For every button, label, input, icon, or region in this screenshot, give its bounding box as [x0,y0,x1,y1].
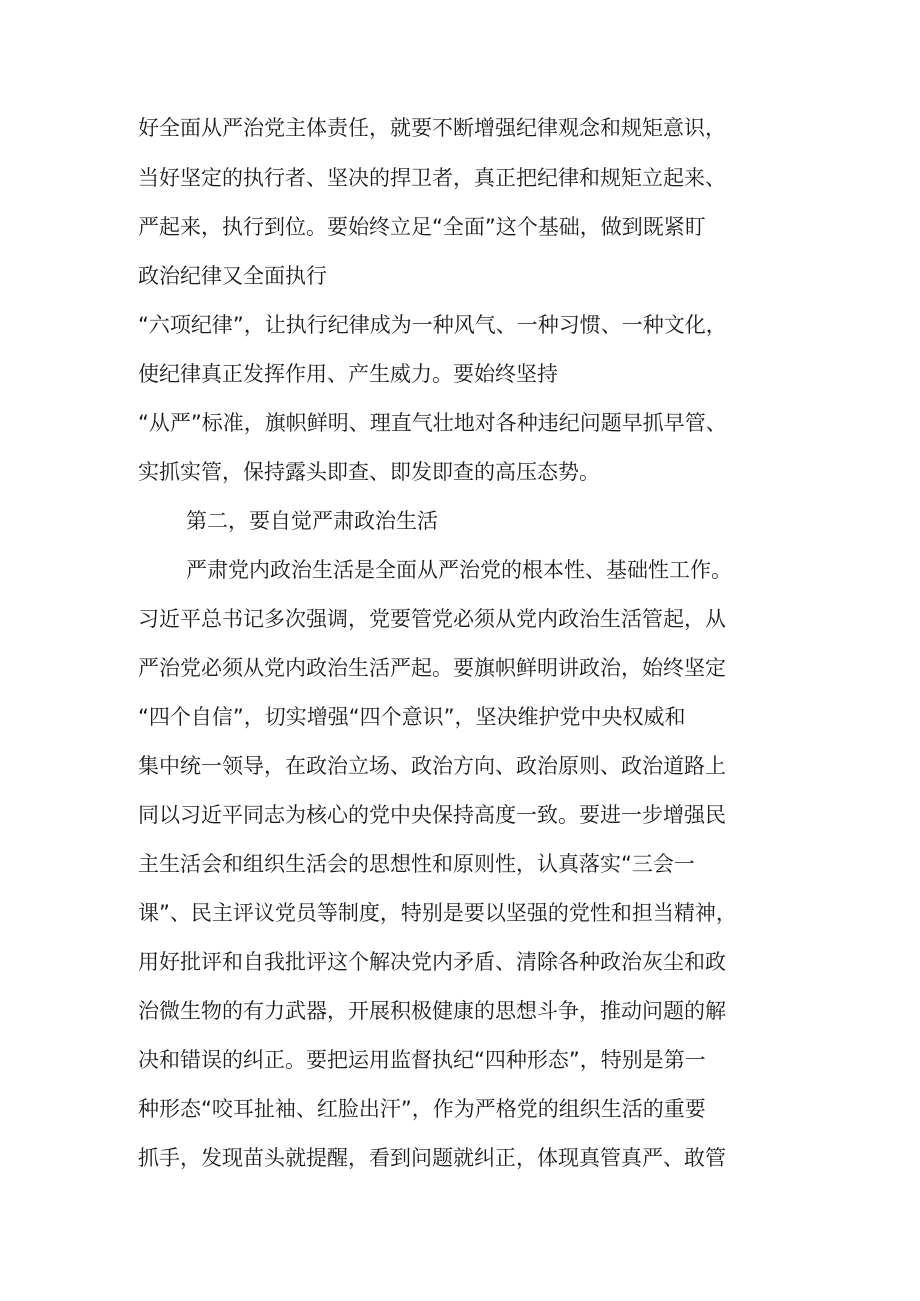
text-line: “六项纪律”，让执行纪律成为一种风气、一种习惯、一种文化， [138,313,727,337]
text-line: 决和错误的纠正。要把运用监督执纪“四种形态”，特别是第一 [138,1048,706,1072]
text-line: 治微生物的有力武器，开展积极健康的思想斗争，推动问题的解 [138,999,726,1023]
section-heading: 第二，要自觉严肃政治生活 [186,509,438,533]
text-line: 主生活会和组织生活会的思想性和原则性，认真落实“三会一 [138,852,695,876]
text-line: 当好坚定的执行者、坚决的捍卫者，真正把纪律和规矩立起来、 [138,166,726,190]
text-line: 实抓实管，保持露头即查、即发即查的高压态势。 [138,460,600,484]
text-line: 同以习近平同志为核心的党中央保持高度一致。要进一步增强民 [138,803,726,827]
text-line: 集中统一领导，在政治立场、政治方向、政治原则、政治道路上 [138,754,726,778]
text-line: 好全面从严治党主体责任，就要不断增强纪律观念和规矩意识， [138,116,726,140]
paragraph-first-line: 严肃党内政治生活是全面从严治党的根本性、基础性工作。 [186,558,732,582]
text-line: “从严”标准，旗帜鲜明、理直气壮地对各种违纪问题早抓早管、 [138,411,727,435]
text-line: “四个自信”，切实增强“四个意识”，坚决维护党中央权威和 [138,705,686,729]
text-line: 严治党必须从党内政治生活严起。要旗帜鲜明讲政治，始终坚定 [138,656,726,680]
text-line: 种形态“咬耳扯袖、红脸出汗”，作为严格党的组织生活的重要 [138,1097,706,1121]
text-line: 政治纪律又全面执行 [138,264,327,288]
text-line: 抓手，发现苗头就提醒，看到问题就纠正，体现真管真严、敢管 [138,1146,726,1170]
text-line: 习近平总书记多次强调，党要管党必须从党内政治生活管起，从 [138,607,726,631]
text-line: 用好批评和自我批评这个解决党内矛盾、清除各种政治灰尘和政 [138,950,726,974]
text-line: 课”、民主评议党员等制度，特别是要以坚强的党性和担当精神， [138,901,737,925]
text-line: 严起来，执行到位。要始终立足“全面”这个基础，做到既紧盯 [138,215,706,239]
text-line: 使纪律真正发挥作用、产生威力。要始终坚持 [138,362,558,386]
